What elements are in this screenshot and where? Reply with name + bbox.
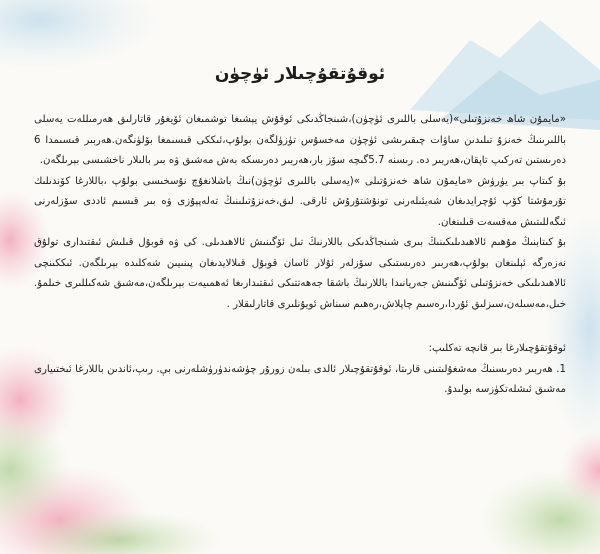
suggestion-item-1: 1. ھەربىر دەرىسنىڭ مەشغۇلىتىنى قارىتا، ئوقۇتقۇچىلار ئالدى بىلەن زورۇر چۈشەندۈرۈشلەرنى بې. رىپ،ئاندىن باللارغا ئىختىيارى مەشىق ئىشلەتكۈزسە بولىدۇ. — [34, 363, 566, 395]
document-page — [34, 64, 566, 401]
paragraph-1: «مايمۇن شاھ خەنزۇتىلى»(يەسلى باللىرى ئۈچۈن)،شىنجاڭدىكى ئوقۇش يېشىغا توشمىغان ئۆيغۇر قاتارلىق ھەرمىللەت يەسلى باللىرىنىڭ خەنزۇ تىلىدىن ساۋات چىقىرىشى ئۈچۈن مەخسۇس تۈزۈلگەن بولۇپ،ئىككى قىسىمغا بۆلۈنگەن.ھەربىر قىسىمدا 6 دەرىستىن تەركىپ تاپقان،ھەربىر دە. رىسنە 5.7گىچە سۆز بار،ھەربىر دەرىسكە بەش مەشىق ۋە بىر بالىلار ناخشىسى بېرىلگەن. — [34, 114, 566, 166]
page-title: ئوقۇتقۇچىلار ئۈچۈن — [214, 64, 386, 84]
paragraph-3: بۇ كىتابنىڭ مۇھىم ئالاھىدىلىكىنىڭ بىرى شىنجاڭدىكى باللارنىڭ تىل ئۆگىنىش ئالاھىدىلى. كى ۋە قوبۇل قىلىش ئىقتىدارى تولۇق نەزەرگە ئېلىنغان بولۇپ،ھەربىر دەرىستىكى سۆزلەر ئۇلار ئاسان قوبۇل قىلالايدىغان پىنىيىن شەكلىدە بېرىلگەن. ئىككىنچى ئالاھىدىلىكى خەنزۇتىلى ئۆگىنىش جەريانىدا باللارنىڭ باشقا جەھەتتىكى ئىقتىدارىغا ئەھمىيەت بېرىلگەن،مەشىق شەكىللىرى خىلمۇ. خىل،مەسىلەن،سىزلىق ئۇردا،رەسىم چاپلاش،رەھىم سىناش ئويۇنلىرى قاتارلىقلار . — [34, 237, 566, 310]
paragraph-2: بۇ كىتاپ بىر يۈرۈش «مايمۇن شاھ خەنزۇتىلى »(يەسلى باللىرى ئۈچۈن)نىڭ باشلانغۇچ نۇسخىسى بولۇپ ،باللارغا كۆندىلىك تۇرمۇشتا كۆپ ئۇچرايدىغان شەيئىلەرنى تونۇشتۇرۇش ئارقى. لىق،خەنزۇتىلىنىڭ تەلەپپۇزى ۋە بىر قىسىم ئاددى سۆزلەرنى ئىگەللىتىش مەقسەت قىلىنغان. — [34, 175, 566, 228]
suggestions-heading: ئوقۇتقۇچىلارغا بىر قانچە تەكلىپ: — [428, 343, 566, 354]
